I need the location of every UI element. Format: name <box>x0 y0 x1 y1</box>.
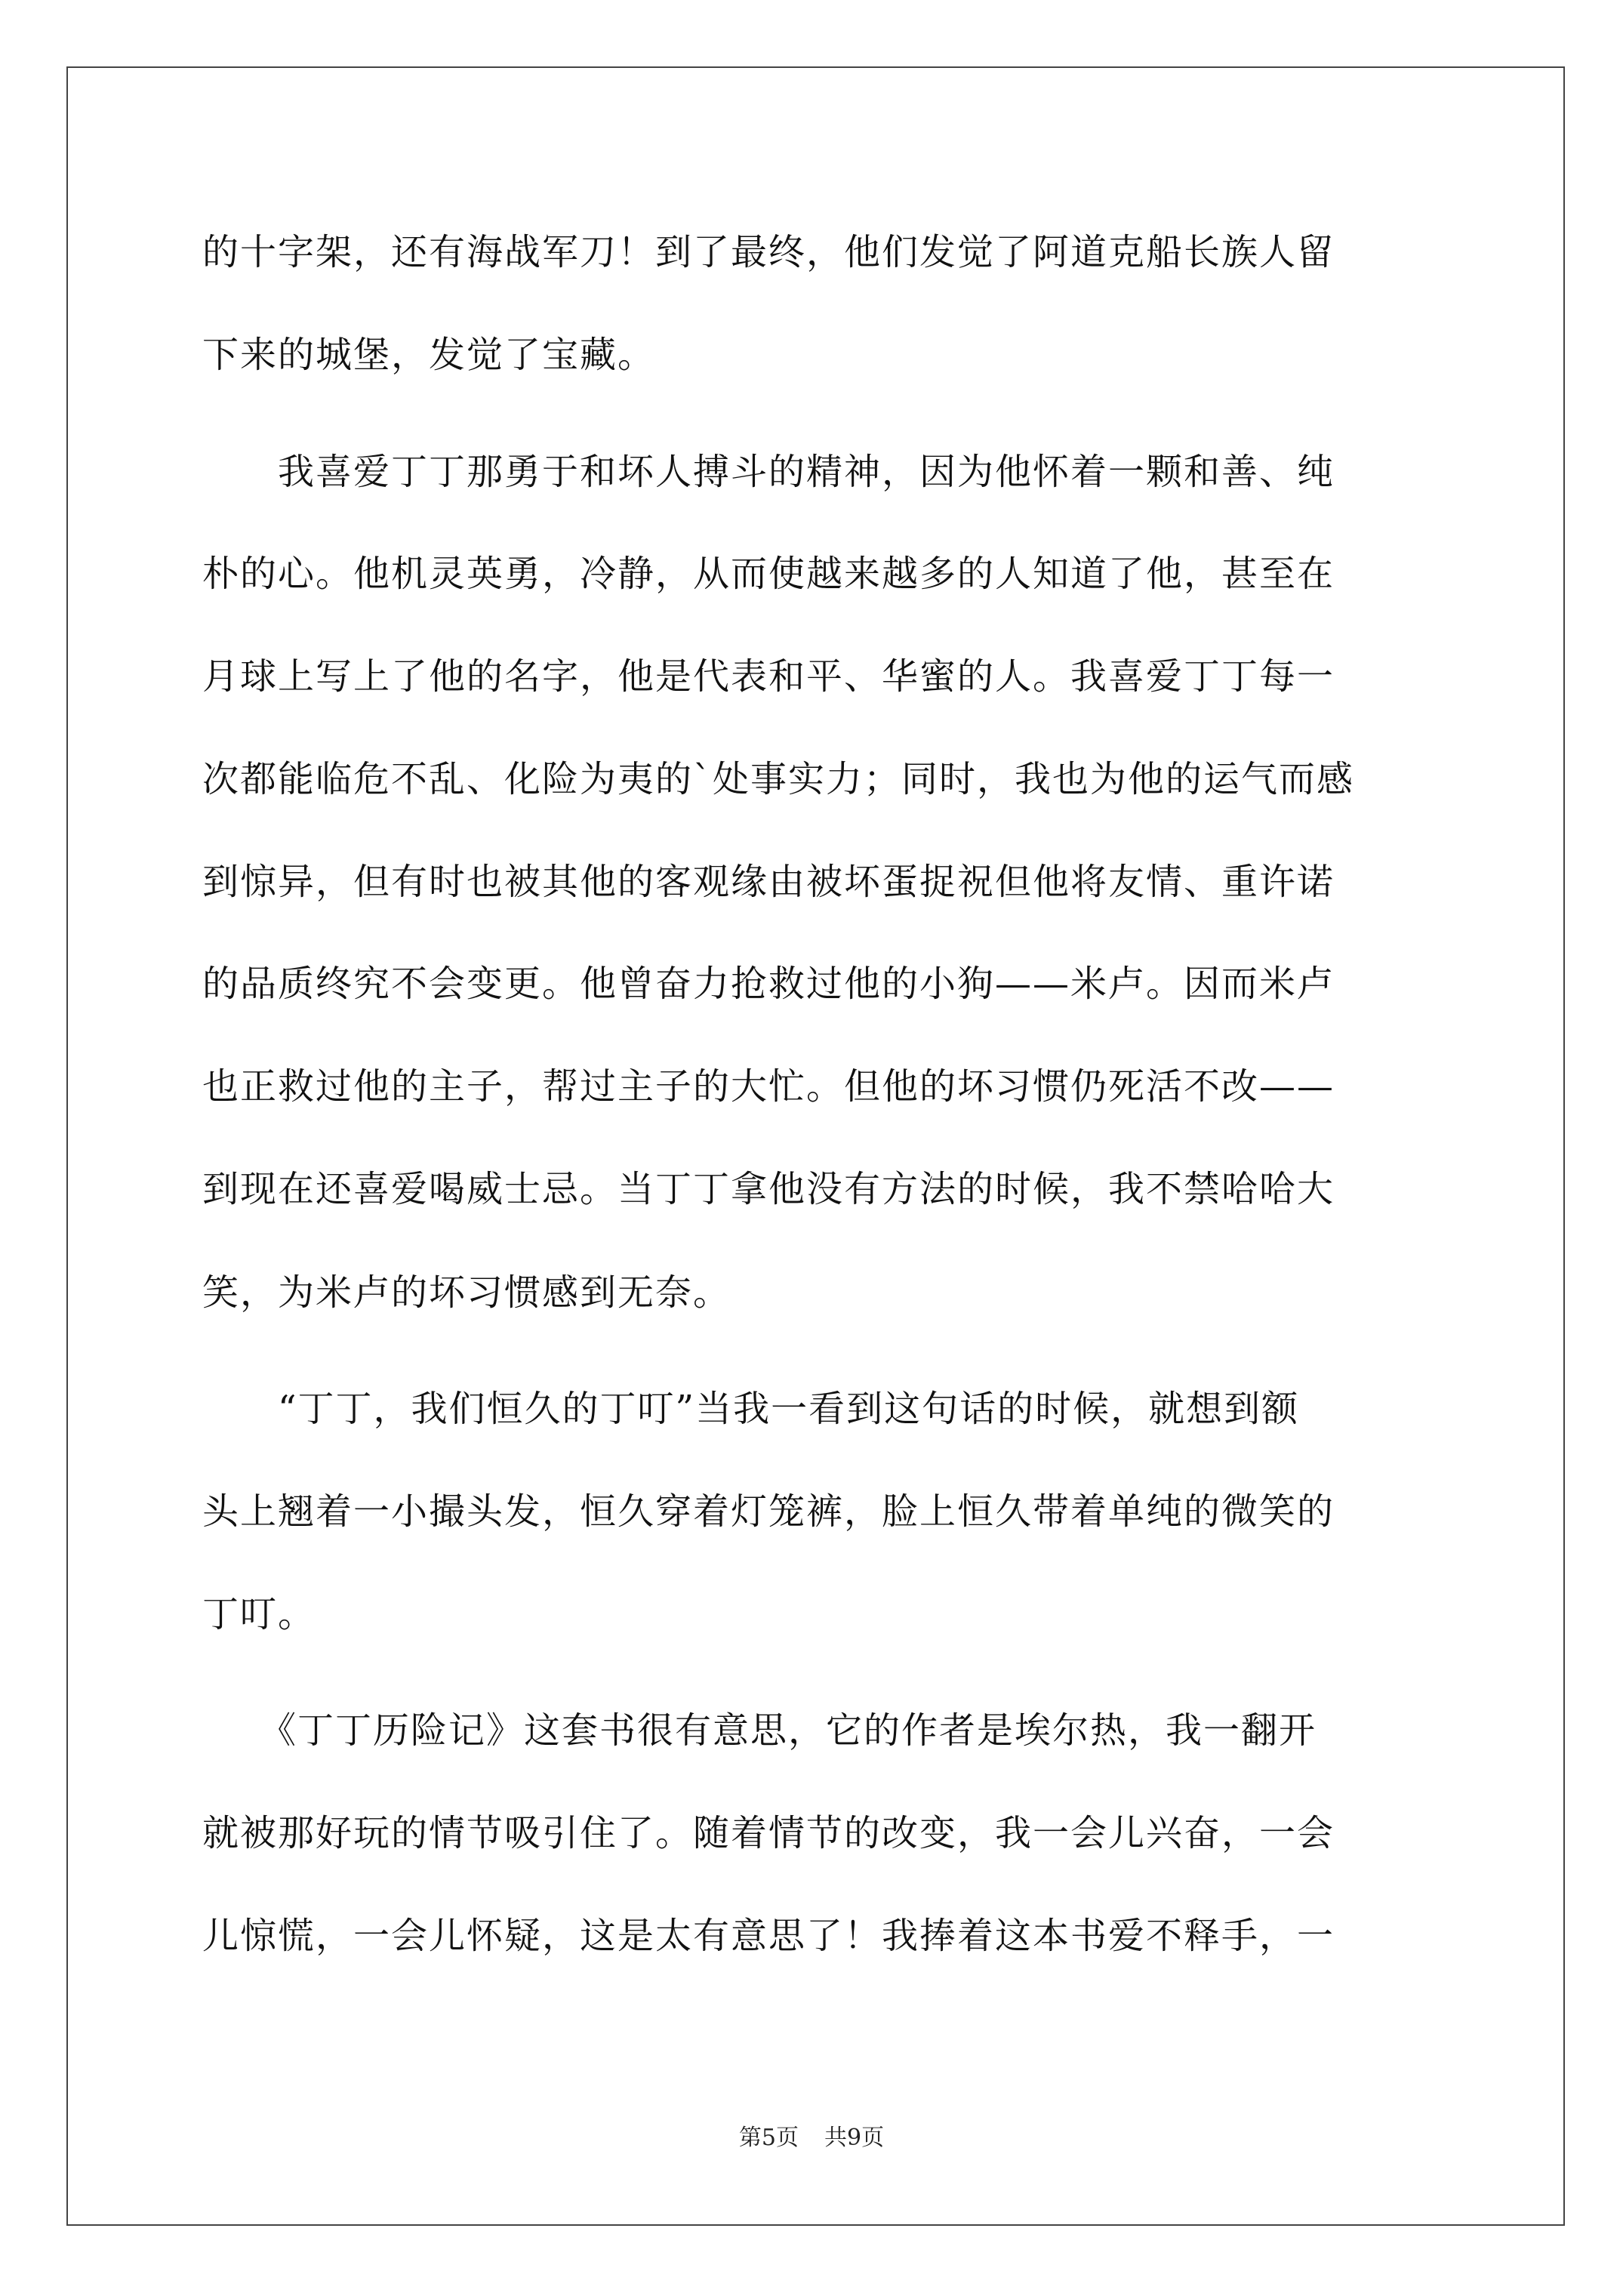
text-line: 的品质终究不会变更。他曾奋力抢救过他的小狗——米卢。因而米卢 <box>202 963 1335 1005</box>
text-line: 下来的城堡，发觉了宝藏。 <box>202 334 656 376</box>
page-footer <box>0 2123 1623 2153</box>
text-line: 笑，为米卢的坏习惯感到无奈。 <box>202 1271 731 1314</box>
text-line: 朴的心。他机灵英勇，冷静，从而使越来越多的人知道了他，甚至在 <box>202 553 1335 595</box>
text-line: 次都能临危不乱、化险为夷的`处事实力；同时，我也为他的运气而感 <box>202 758 1355 800</box>
text-line: 月球上写上了他的名字，他是代表和平、华蜜的人。我喜爱丁丁每一 <box>202 655 1335 698</box>
text-line: 到惊异，但有时也被其他的客观缘由被坏蛋捉祝但他将友情、重许诺 <box>202 861 1335 903</box>
page-border <box>66 66 1565 2226</box>
text-line: 儿惊慌，一会儿怀疑，这是太有意思了！我捧着这本书爱不释手，一 <box>202 1915 1335 1957</box>
text-line: 我喜爱丁丁那勇于和坏人搏斗的精神，因为他怀着一颗和善、纯 <box>202 451 1335 493</box>
text-line: 的十字架，还有海战军刀！到了最终，他们发觉了阿道克船长族人留 <box>202 231 1335 273</box>
page-total: 共9页 <box>824 2125 885 2151</box>
text-line: 丁叮。 <box>202 1593 316 1635</box>
text-line: 头上翘着一小撮头发，恒久穿着灯笼裤，脸上恒久带着单纯的微笑的 <box>202 1490 1335 1533</box>
text-line: “丁丁，我们恒久的丁叮”当我一看到这句话的时候，就想到额 <box>202 1388 1300 1430</box>
text-line: 到现在还喜爱喝威士忌。当丁丁拿他没有方法的时候，我不禁哈哈大 <box>202 1168 1335 1210</box>
text-line: 《丁丁历险记》这套书很有意思，它的作者是埃尔热，我一翻开 <box>202 1709 1317 1752</box>
text-line: 也正救过他的主子，帮过主子的大忙。但他的坏习惯仍死活不改—— <box>202 1065 1335 1108</box>
page-number: 第5页 <box>738 2125 799 2151</box>
text-line: 就被那好玩的情节吸引住了。随着情节的改变，我一会儿兴奋，一会 <box>202 1812 1335 1854</box>
